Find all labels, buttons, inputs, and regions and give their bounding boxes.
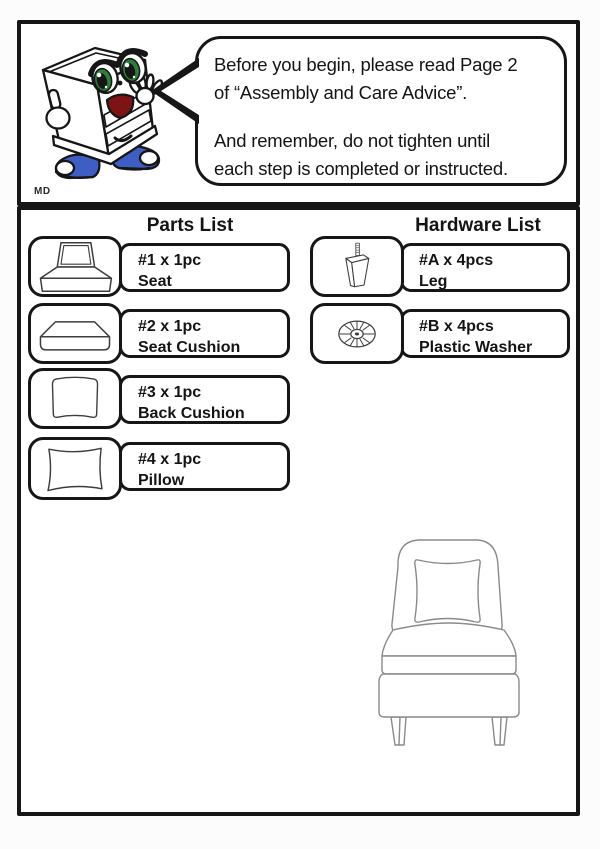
parts-item-3-icon-box <box>28 368 122 429</box>
part-name: Pillow <box>138 472 185 489</box>
part-id: #3 x 1pc <box>138 384 202 401</box>
pillow-icon <box>33 442 117 496</box>
hardware-name: Plastic Washer <box>419 339 533 356</box>
speech-line: each step is completed or instructed. <box>214 157 508 179</box>
intro-panel <box>17 20 580 206</box>
hardware-list-title: Hardware List <box>415 215 541 236</box>
seat-icon <box>31 239 119 295</box>
hardware-item-A-icon-box <box>310 236 404 297</box>
parts-item-2-label <box>119 309 290 358</box>
hardware-id: #A x 4pcs <box>419 252 494 269</box>
hardware-id: #B x 4pcs <box>419 318 494 335</box>
hardware-item-B-label <box>400 309 570 358</box>
hardware-item-B-icon-box <box>310 303 404 364</box>
speech-line: of “Assembly and Care Advice”. <box>214 81 468 103</box>
hardware-item-A-label <box>400 243 570 292</box>
leg-icon <box>325 239 389 295</box>
parts-item-3-label <box>119 375 290 424</box>
parts-item-4-icon-box <box>28 437 122 500</box>
parts-item-4-label <box>119 442 290 491</box>
part-name: Seat <box>138 273 172 290</box>
parts-item-2-icon-box <box>28 303 122 364</box>
speech-paragraph-1 <box>214 51 558 106</box>
speech-paragraph-2 <box>214 127 558 182</box>
speech-line: And remember, do not tighten until <box>214 130 491 151</box>
assembled-chair-illustration <box>373 532 525 750</box>
parts-list-title: Parts List <box>146 215 234 236</box>
part-name: Seat Cushion <box>138 339 241 356</box>
speech-bubble <box>195 36 567 186</box>
part-id: #2 x 1pc <box>138 318 202 335</box>
seat-cushion-icon <box>33 310 117 358</box>
parts-item-1-label <box>119 243 290 292</box>
brand-initials: MD <box>34 186 51 197</box>
speech-line: Before you begin, please read Page 2 <box>214 54 518 75</box>
lists-panel <box>17 206 580 816</box>
part-id: #4 x 1pc <box>138 451 202 468</box>
part-name: Back Cushion <box>138 405 245 422</box>
hardware-name: Leg <box>419 273 448 290</box>
washer-icon <box>328 312 386 356</box>
part-id: #1 x 1pc <box>138 252 202 269</box>
back-cushion-icon <box>33 373 117 425</box>
speech-bubble-text <box>198 39 564 182</box>
parts-item-1-icon-box <box>28 236 122 297</box>
